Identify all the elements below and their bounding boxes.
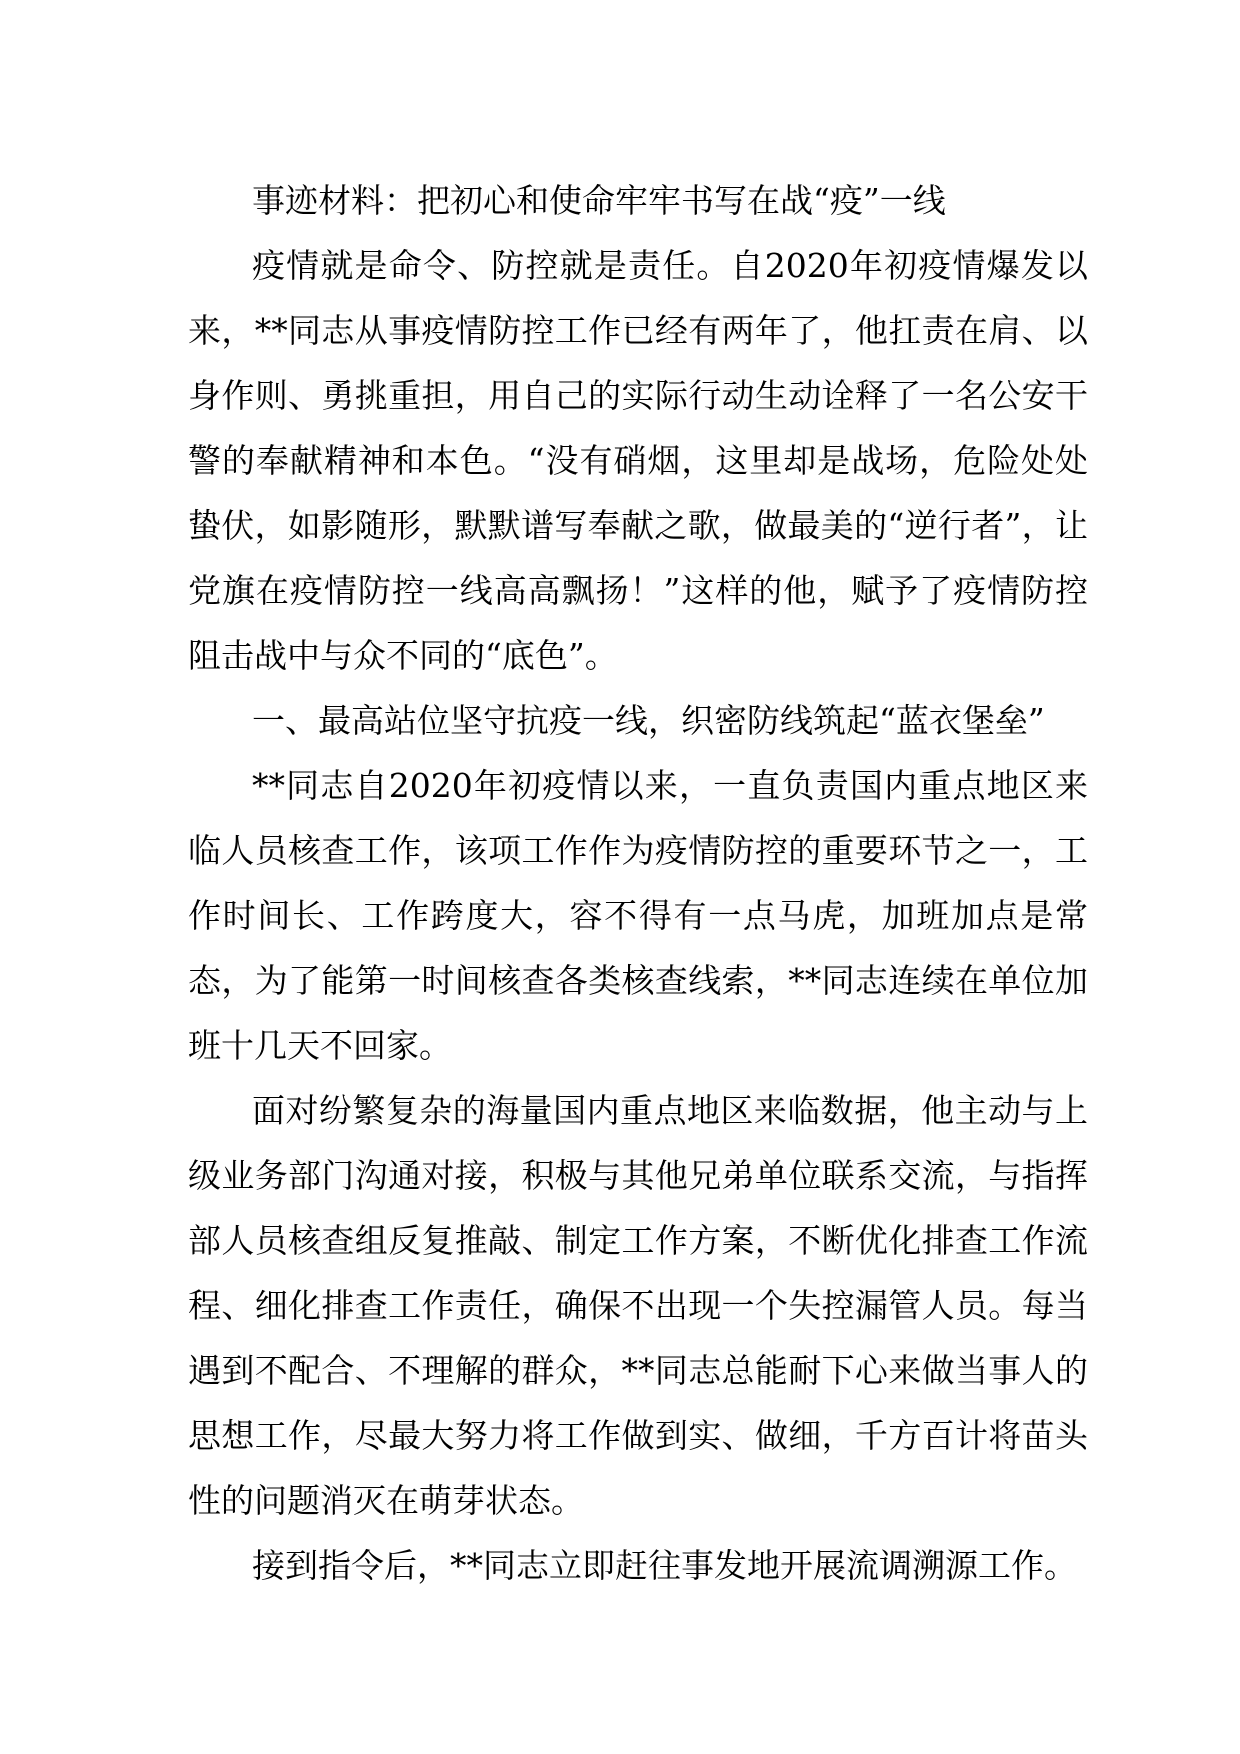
paragraph-data-coordination: 面对纷繁复杂的海量国内重点地区来临数据，他主动与上级业务部门沟通对接，积极与其他兄弟单位联系交流，与指挥部人员核查组反复推敲、制定工作方案，不断优化排查工作流程、细化排查工作责任，确保不出现一个失控漏管人员。每当遇到不配合、不理解的群众，**同志总能耐下心来做当事人的思想工作，尽最大努力将工作做到实、做细，千方百计将苗头性的问题消灭在萌芽状态。 (188, 1091, 1088, 1520)
document-title: 事迹材料：把初心和使命牢牢书写在战“疫”一线 (252, 181, 946, 220)
paragraph-intro: 疫情就是命令、防控就是责任。自2020年初疫情爆发以来，**同志从事疫情防控工作已经有两年了，他扛责在肩、以身作则、勇挑重担，用自己的实际行动生动诠释了一名公安干警的奉献精神和本色。“没有硝烟，这里却是战场，危险处处蛰伏，如影随形，默默谱写奉献之歌，做最美的“逆行者”，让党旗在疫情防控一线高高飘扬！”这样的他，赋予了疫情防控阻击战中与众不同的“底色”。 (188, 246, 1088, 675)
document-body (188, 168, 1088, 1598)
paragraph-verification-work: **同志自2020年初疫情以来，一直负责国内重点地区来临人员核查工作，该项工作作为疫情防控的重要环节之一，工作时间长、工作跨度大，容不得有一点马虎，加班加点是常态，为了能第一时间核查各类核查线索，**同志连续在单位加班十几天不回家。 (188, 766, 1088, 1065)
paragraph-tracing: 接到指令后，**同志立即赶往事发地开展流调溯源工作。 (252, 1546, 1077, 1585)
section-heading-1: 一、最高站位坚守抗疫一线，织密防线筑起“蓝衣堡垒” (252, 701, 1045, 740)
